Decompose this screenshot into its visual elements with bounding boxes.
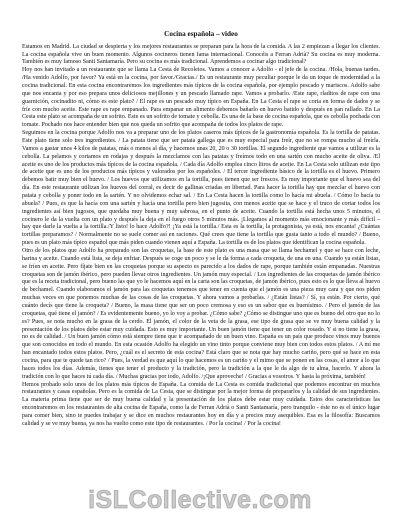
- paragraph-5: Hemos probado solo unos de los platos más típicos de España. La comida de La Cesta es comida tradicional que podemos encontrar en muchos restaurantes y casas españolas. Pero es la comida de La Cesta, que se distingue por la mejor forma de prepararlos y la calidad de sus ingredientes. La materia prima tiene que ser de muy buena calidad y la presentación de los platos debe estar muy cuidada. Estos dos características las encontraremos en los restaurantes de alta cocina de España, como la de Ferran Adrià o Santi Santamaría, pero tranquilo - éste no es el único lugar para comer bien, sino te puedes trabajar y se dice en muchos restaurantes hoy en día y a precios muy asequibles. Esa es la filosofía: Buscamos calidad y se ve muy buena, ya nos ha vuelto como este tipo de restaurantes. / Por la cocina! / Por la cocina!: [22, 381, 380, 427]
- watermark-text: iSLCollective.com: [88, 486, 312, 514]
- paragraph-1: Estamos en Madrid. La ciudad se despierta y los mejores restaurantes se preparan para la hora de la comida. A las 2 empiezan a llegar los clientes. La cocina española vive un buen momento. Algunos cocineros tienen fama internacional. Conocéis a Ferran Adrià? Su cocina es muy moderna. También es muy famoso Santi Santamaría. Pero su cocina es más tradicional. Aprendemos a cocinar algo tradicional?: [22, 43, 380, 66]
- paragraph-3: Seguimos en la cocina porque Adolfo nos va a preparar uno de los platos caseros más típicos de la gastronomía española. Es la tortilla de patatas. Este plato tiene solo tres ingredientes. / La patata tiene que ser patata gallega que es muy especial para freír, que no se rompa mucho al freírla. Vamos a gastar unos 4 kilos de patatas, más o menos al día, y hacemos unas 20, 20 o 30 tortillas. El segundo ingrediente que vamos a utilizar es la cebolla. La pelamos y cortamos en rodajas y después la mezclamos con las patatas y freímos todo en una sartén con mucho aceite de oliva. /El aceite es uno de los productos más típicos de la cocina española. / Cada día Adolfo emplea cinco litros de aceite. En La Cesta solo utilizan este tipo de aceite que es uno de los productos más típicos y valorados por los españoles. / El tercer ingrediente básico de la tortilla es el huevo. Primero debemos batir muy bien el huevo. / Los huevos que utilizamos en la tortilla, pues tienen que ser frescos. Es muy importante que el huevo sea del día. En este restaurante utilizan los huevos del corral, es decir de gallinas criadas en libertad. Para hacer la tortilla hay que mezclar el huevo con patata y cebolla y poner todo en la sartén. Y no olvidemos echar sal. / En La Cesta hacen la tortilla como lo hacía mi abuela. / Cómo lo hacía tu abuela? / Pues, es que la hacía con una sartén y hacía una tortilla pero bien jugosita, con menos aceite que se hace y el truco de cortar todos los ingredientes así bien jugosos, que quedaba muy buena y muy sabrosa, en el punto de aceite. Cuando la tortilla está hecha unos 5 minutos, el cocinero le da la vuelta con un plato y después la deja en el fuego otros 5 minutos más. ¡Llegamos al momento más emocionante y más difícil – hay que darle la vuelta a la tortilla./Y listo! lo hace Adolfo?! ¡Ya está la tortilla./ Esta es la tortilla, la protagonista, ya está, nos encanta! ¿Cuántas tortillas preparamos? / Normalmente no se suele comer así en raciones. Qué crees que tiene la tortilla que gusta tanto a todo el mundo? / Bueno, pues es un plato más típico español que más piden cuando vienen aquí a España. La tortilla es de los platos que identifican la cocina española.: [22, 130, 380, 247]
- paragraph-4: Otro de los platos que Adolfo ha preparado son las croquetas, la base de este plato es una masa que se llama bechamel y que se hace con leche, harina y aceite. Cuando está lista, se deja enfriar. Después se coge un poco y se le da forma a cada croqueta, de una en una. Cuando ya están listas, se fríen en aceite. Pero fíjate bien en las croquetas porque su aspecto es parecido a los dados de rape, porque también están empanadas. Nuestras croquetas son de jamón ibérico, pero pueden llevar otros ingredientes. Un jamón muy especial. / Los ingredientes de las croquetas de jamón ibérico que es la receta tradicional, pero bueno las que yo le hacemos aquí en la carta son las croquetas, de jamón ibérico, pues esto es lo que lleva al huevo de bechamel. Cuando elaboramos el jamón para las croquetas tenemos que tener en cuenta que el jamón es una pieza muy cara y que nos piden muchas veces en que ponemos muchas de las cosas de las croquetas. Y ahora vamos a probarlas. / ¿Están listas? / Sí, ya están. Por cierto, qué cuánto decís que tiene la croqueta? / Bueno, la masa tiene que ser un poco cremosa y eso es un sabor que es buenísimo. / Pero el jamón de las croquetas, qué tiene el jamón? / Es evidentemente bueno, yo lo voy a probar. ¿Cómo sabe? ¿Cómo se distingue uno que es bueno del otro que no lo es? Pues, se nota mucho en la grasa de la cerdo. El jamón, el color de la veta de la grasa, ese tipo de grasa que se ve muy buena calidad y la presentación de los platos debe estar muy cuidada. Esto es muy importante. Un buen jamón tiene que tener un color rosado. Y si no tiene la grasa, no es de calidad. / Un buen jamón cómo está siempre tiene que ir acompañado de un buen vino. España es un país que produce vinos muy buenos que son conocidos en todo el mundo. En esta ocasión Adolfo ha elegido un vino tinto porque conviene muy bien con todos estos platos. / A mí me han encantado todos estos platos. Pero, ¿cuál es el secreto de esta cocina? Está claro que se nota que hay mucho cariño, pero qué se hace en esta cocina, para que te quede tan rico? / Pues, la verdad es que aquí lo que hacemos es un cariño y el mimo que se ponen en las cosas, el amor a lo que haces todos los días. Además, tienes que tener el producto y la tradición, pero la tradición a la que le da algo de tu alma, hacerlo. Y ahora la tradición con lo que haces tú cada día. / Muchas gracias por todo, Adolfo. /¡Que aproveche! / Gracias a vosotros. Y hasta la próxima, también!: [22, 247, 380, 380]
- document-body: [22, 44, 380, 429]
- document-title: Cocina española – video: [164, 30, 238, 38]
- paragraph-2: Hoy nos han invitado a un restaurante que se llama La Cesta de Recoletos. Vamos a conocer a Adolfo - el jefe de la cocina. /Hola, buenas tardes. /Ha venido Adolfo, por favor? Ya está en la cocina, por favor./Gracias./ Es un restaurante muy peculiar porque le da un toque de modernidad a la cocina tradicional. En esta cocina encontraremos los ingredientes más típicos de la cocina española, por ejemplo pescado y mariscos. Adolfo sabe que nos encanta y por eso prepara unos deliciosos mejillones y un pescado llamado rape. Vamos a probarlo. /Este rape, rladitos de rape con una guarnición, cocinadito ni, cómo es este plato? / El rape es un pescado muy típico en España. En La Cesta el rape se corta en forma de dados y se fríe con mucho aceite. Este rape es rape empanado. Para empanar un alimento debemos bañarlo en huevo batido y después en pan rallado. En La Cesta este plato se acompaña de un sofrito. Este es un sofrito de tomate y cebolla. Es una de la base de cocina española, que es cebolla pochada con tomate. Pochado nos hace entender bien que nos queda un sofrito que acompaña de todos los platos de rape.: [22, 67, 380, 129]
